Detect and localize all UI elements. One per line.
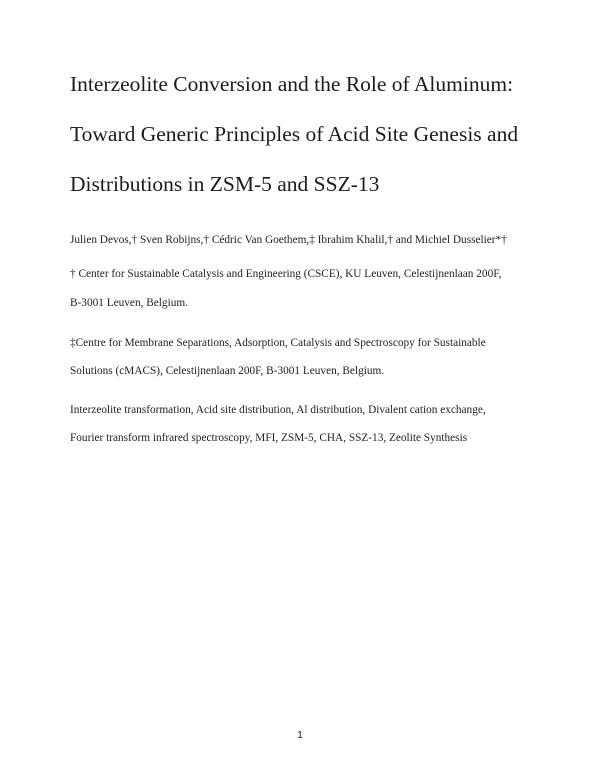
affiliation-2-line-1: ‡Centre for Membrane Separations, Adsorption, Catalysis and Spectroscopy for Sustainable bbox=[70, 337, 486, 349]
paper-title-line-3: Distributions in ZSM-5 and SSZ-13 bbox=[70, 172, 380, 196]
page-number: 1 bbox=[297, 729, 303, 741]
affiliation-2-line-2: Solutions (cMACS), Celestijnenlaan 200F, B-3001 Leuven, Belgium. bbox=[70, 365, 385, 377]
affiliation-1-line-2: B-3001 Leuven, Belgium. bbox=[70, 297, 188, 309]
paper-title-line-1: Interzeolite Conversion and the Role of Aluminum: bbox=[70, 72, 514, 96]
paper-title-line-2: Toward Generic Principles of Acid Site Genesis and bbox=[70, 122, 519, 146]
affiliation-1-line-1: † Center for Sustainable Catalysis and Engineering (CSCE), KU Leuven, Celestijnenlaan 200F, bbox=[70, 268, 502, 280]
keywords-line-2: Fourier transform infrared spectroscopy, MFI, ZSM-5, CHA, SSZ-13, Zeolite Synthesis bbox=[70, 432, 468, 444]
keywords-line-1: Interzeolite transformation, Acid site distribution, Al distribution, Divalent cation exchange, bbox=[70, 404, 486, 416]
author-list: Julien Devos,† Sven Robijns,† Cédric Van Goethem,‡ Ibrahim Khalil,† and Michiel Dusselier*† bbox=[70, 234, 507, 246]
